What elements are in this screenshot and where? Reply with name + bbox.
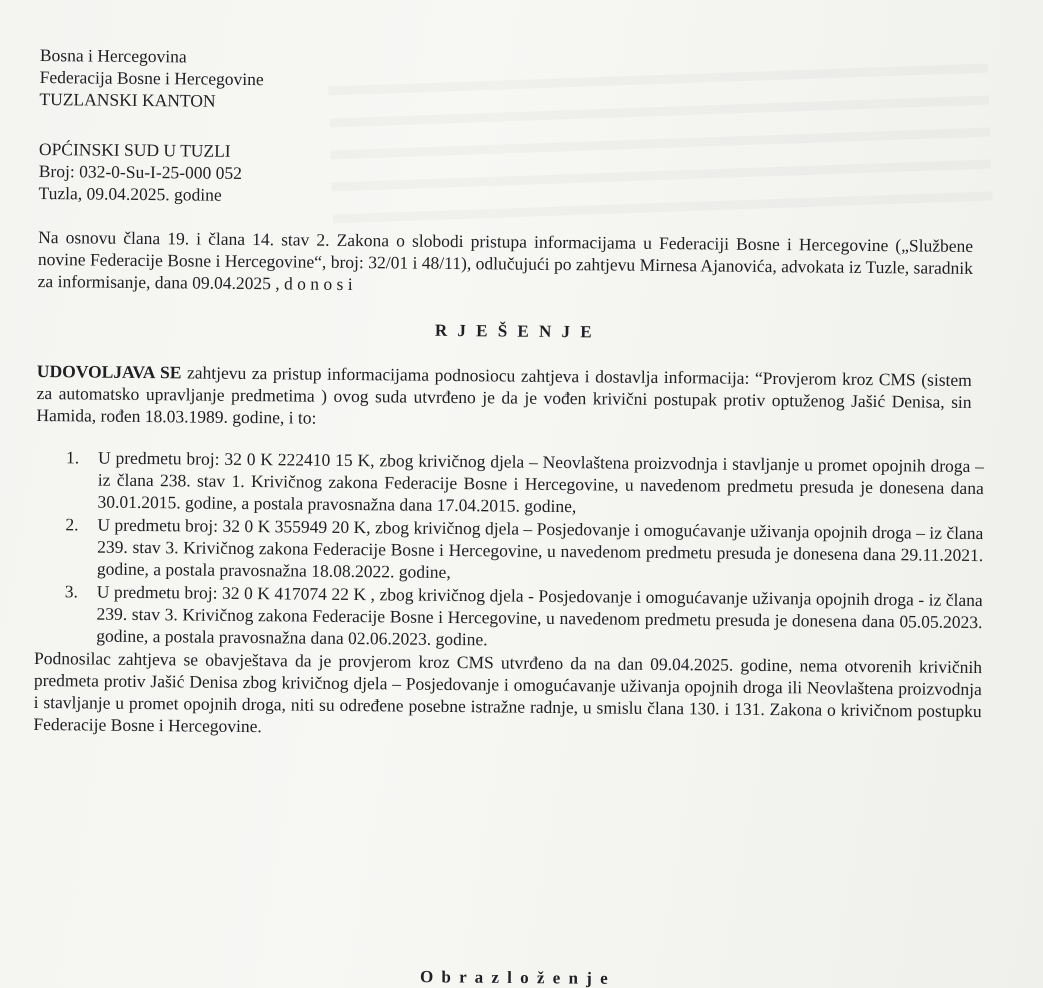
- closing-paragraph: Podnosilac zahtjeva se obavještava da je provjerom kroz CMS utvrđeno da na dan 09.04.2025. godine, nema otvorenih krivičnih predmeta protiv Jašić Denisa zbog krivičnog djela – Posjedovanje i omogućavanje uživanja opojnih droga ili Neovlaštena proizvodnja i stavljanje u promet opojnih droga, niti su određene posebne istražne radnje, u smislu člana 130. i 131. Zakona o krivičnom postupku Federacije Bosne i Hercegovine.: [33, 647, 983, 737]
- document-body: [33, 44, 995, 744]
- decision-paragraph: [36, 360, 972, 435]
- intro-paragraph: Na osnovu člana 19. i člana 14. stav 2. Zakona o slobodi pristupa informacijama u Federaciji Bosne i Hercegovine („Službene novine Federacije Bosne i Hercegovine“, broj: 32/01 i 48/11), odlučujući po zahtjevu Mirnesa Ajanovića, advokata iz Tuzle, saradnik za informisanje, dana 09.04.2025 , d o n o s i: [37, 226, 974, 295]
- case-list-item: [34, 580, 983, 655]
- item-text: U predmetu broj: 32 0 K 355949 20 K, zbog krivičnog djela – Posjedovanje i omogućavanje uživanja opojnih droga – iz člana 239. stav 3. Krivičnog zakona Federacije Bosne i Hercegovine, u navedenom predmetu presuda je donesena dana 29.11.2021. godine, a postala pravosnažna 18.08.2022. godine,: [96, 514, 984, 582]
- case-list-item: [36, 446, 985, 521]
- item-number: 3.: [64, 581, 78, 602]
- decision-text: zahtjevu za pristup informacijama podnosiocu zahtjeva i dostavlja informacija: “Provjerom kroz CMS (sistem za automatsko upravljanje predmetima ) ovog suda utvrđeno je da je vođen krivični postupak protiv optuženog Jašić Denisa, sin Hamida, rođen 18.03.1989. godine, i to:: [36, 362, 972, 428]
- place-date: Tuzla, 09.04.2025. godine: [38, 182, 222, 205]
- reasoning-heading: O b r a z l o ž e n j e: [419, 967, 610, 988]
- court-name: OPĆINSKI SUD U TUZLI: [38, 138, 231, 161]
- case-list: [34, 446, 991, 655]
- decision-title: R J E Š E N J E: [434, 320, 595, 342]
- entity-line: Federacija Bosne i Hercegovine: [39, 66, 264, 90]
- country-line: Bosna i Hercegovina: [39, 44, 187, 67]
- item-number: 2.: [65, 514, 79, 535]
- court-block: [38, 138, 994, 213]
- item-text: U predmetu broj: 32 0 K 417074 22 K , zbog krivičnog djela - Posjedovanje i omogućavanje uživanja opojnih droga - iz člana 239. stav 3. Krivičnog zakona Federacije Bosne i Hercegovine, u navedenom predmetu presuda je donesena dana 05.05.2023. godine, a postala pravosnažna dana 02.06.2023. godine.: [96, 581, 983, 650]
- item-text: U predmetu broj: 32 0 K 222410 15 K, zbog krivičnog djela – Neovlaštena proizvodnja i stavljanje u promet opojnih droga – iz člana 238. stav 1. Krivičnog zakona Federacije Bosne i Hercegovine, u navedenom predmetu presuda je donesena dana 30.01.2015. godine, a postala pravosnažna dana 17.04.2015. godine,: [97, 447, 985, 517]
- item-number: 1.: [65, 447, 80, 468]
- letterhead: [39, 44, 995, 119]
- canton-line: TUZLANSKI KANTON: [39, 88, 216, 111]
- case-number: Broj: 032-0-Su-I-25-000 052: [38, 160, 243, 183]
- case-list-item: [35, 513, 984, 588]
- decision-lead: UDOVOLJAVA SE: [36, 360, 182, 383]
